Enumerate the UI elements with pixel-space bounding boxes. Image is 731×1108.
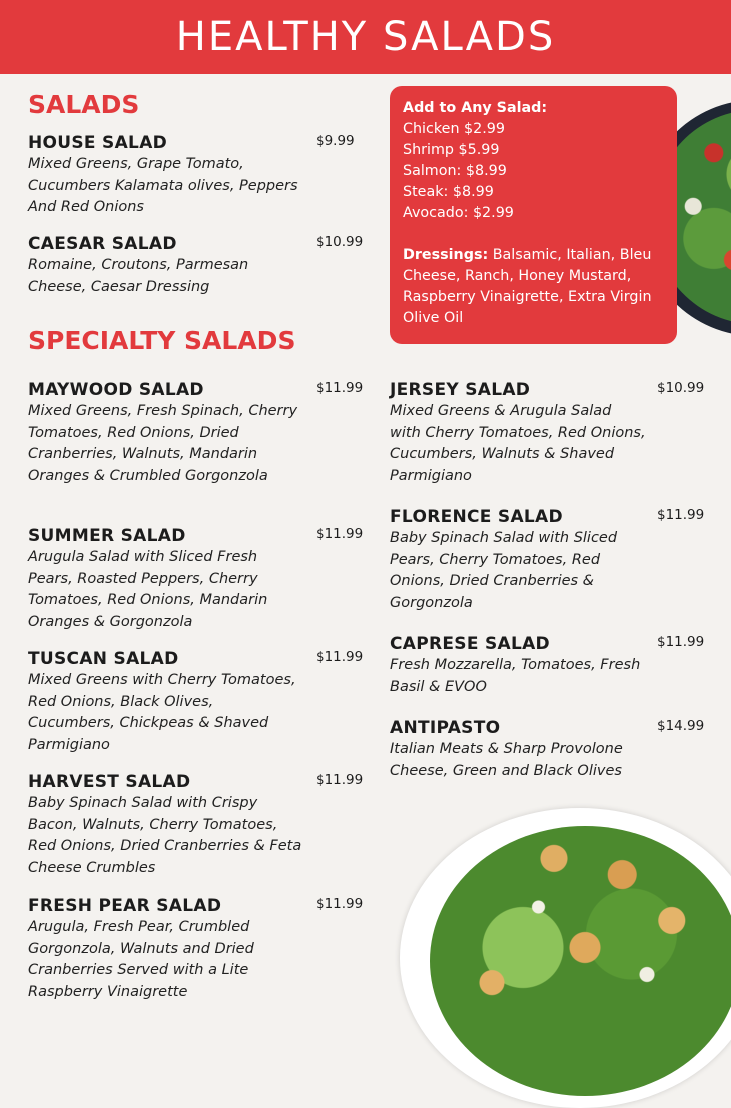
item-name: CAPRESE SALAD — [390, 634, 550, 654]
item-price: $11.99 — [657, 507, 705, 523]
dressings-text: Balsamic, Italian, Bleu Cheese, Ranch, Honey Mustard, Raspberry Vinaigrette, Extra Virgin Olive Oil — [403, 247, 652, 326]
addon-item: Salmon: $8.99 — [403, 163, 507, 179]
caesar-salad-plate-image — [400, 808, 731, 1108]
item-description: Mixed Greens & Arugula Salad with Cherry Tomatoes, Red Onions, Cucumbers, Walnuts & Shaved Parmigiano — [390, 403, 646, 485]
item-name: HOUSE SALAD — [28, 133, 168, 153]
item-price: $14.99 — [657, 718, 705, 734]
addon-item: Steak: $8.99 — [403, 184, 494, 200]
item-description: Arugula, Fresh Pear, Crumbled Gorgonzola, Walnuts and Dried Cranberries Served with a Lite Raspberry Vinaigrette — [28, 919, 254, 1001]
item-description: Italian Meats & Sharp Provolone Cheese, Green and Black Olives — [390, 741, 623, 779]
addons-title: Add to Any Salad: — [403, 100, 548, 116]
menu-item-jersey-salad — [390, 379, 705, 488]
item-price: $9.99 — [316, 133, 355, 149]
item-name: FLORENCE SALAD — [390, 507, 563, 527]
item-price: $11.99 — [316, 380, 364, 396]
menu-item-tuscan-salad — [28, 648, 364, 757]
dressings-list — [403, 245, 667, 329]
dressings-label: Dressings: — [403, 247, 489, 263]
item-name: MAYWOOD SALAD — [28, 380, 204, 400]
item-price: $11.99 — [316, 526, 364, 542]
addon-item: Avocado: $2.99 — [403, 205, 514, 221]
item-description: Baby Spinach Salad with Crispy Bacon, Walnuts, Cherry Tomatoes, Red Onions, Dried Cranberries & Feta Cheese Crumbles — [28, 795, 302, 877]
item-price: $10.99 — [316, 234, 364, 250]
item-name: JERSEY SALAD — [390, 380, 531, 400]
item-name: CAESAR SALAD — [28, 234, 177, 254]
caesar-salad-food-image — [430, 826, 731, 1096]
specialty-section-title: SPECIALTY SALADS — [28, 326, 296, 355]
item-description: Romaine, Croutons, Parmesan Cheese, Caesar Dressing — [28, 257, 249, 295]
item-price: $11.99 — [657, 634, 705, 650]
addons-box — [390, 86, 677, 344]
item-price: $10.99 — [657, 380, 705, 396]
menu-item-florence-salad — [390, 506, 705, 615]
item-price: $11.99 — [316, 772, 364, 788]
menu-item-house-salad — [28, 132, 355, 219]
item-name: FRESH PEAR SALAD — [28, 896, 222, 916]
item-name: TUSCAN SALAD — [28, 649, 179, 669]
menu-item-antipasto — [390, 717, 705, 782]
menu-item-maywood-salad — [28, 379, 364, 488]
menu-item-fresh-pear-salad — [28, 895, 364, 1004]
page-title: HEALTHY SALADS — [175, 14, 556, 60]
item-description: Mixed Greens with Cherry Tomatoes, Red Onions, Black Olives, Cucumbers, Chickpeas & Shaved Parmigiano — [28, 672, 296, 754]
item-description: Mixed Greens, Fresh Spinach, Cherry Tomatoes, Red Onions, Dried Cranberries, Walnuts, Mandarin Oranges & Crumbled Gorgonzola — [28, 403, 298, 485]
item-name: HARVEST SALAD — [28, 772, 191, 792]
addon-item: Chicken $2.99 — [403, 121, 505, 137]
menu-item-harvest-salad — [28, 771, 364, 880]
item-name: ANTIPASTO — [390, 718, 501, 738]
item-price: $11.99 — [316, 649, 364, 665]
item-description: Mixed Greens, Grape Tomato, Cucumbers Kalamata olives, Peppers And Red Onions — [28, 156, 298, 216]
menu-item-caprese-salad — [390, 633, 705, 698]
item-description: Arugula Salad with Sliced Fresh Pears, Roasted Peppers, Cherry Tomatoes, Red Onions, Mandarin Oranges & Gorgonzola — [28, 549, 268, 631]
item-name: SUMMER SALAD — [28, 526, 186, 546]
item-description: Fresh Mozzarella, Tomatoes, Fresh Basil & EVOO — [390, 657, 641, 695]
addon-item: Shrimp $5.99 — [403, 142, 500, 158]
menu-header — [0, 0, 731, 74]
menu-item-caesar-salad — [28, 233, 364, 298]
salads-section-title: SALADS — [28, 90, 140, 119]
item-description: Baby Spinach Salad with Sliced Pears, Cherry Tomatoes, Red Onions, Dried Cranberries & Gorgonzola — [390, 530, 618, 612]
item-price: $11.99 — [316, 896, 364, 912]
menu-item-summer-salad — [28, 525, 364, 634]
